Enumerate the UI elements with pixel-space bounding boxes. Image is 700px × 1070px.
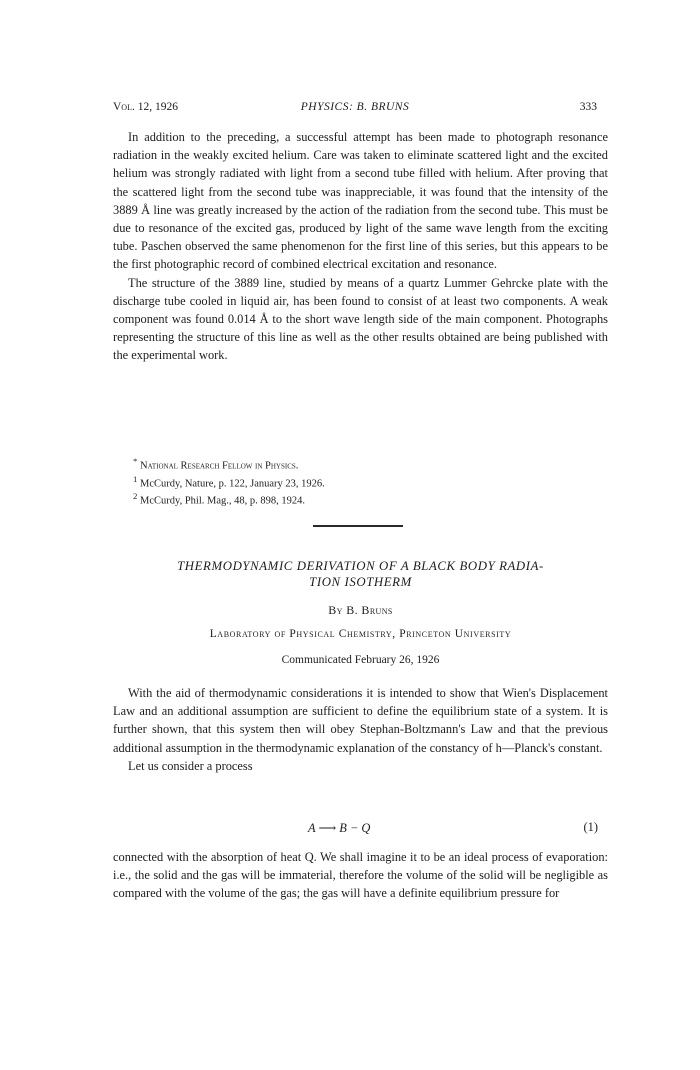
volume-year: Vol. 12, 1926 [113,101,178,113]
communicated-date: Communicated February 26, 1926 [281,654,440,666]
article-body-continued [113,848,608,903]
paragraph: Let us consider a process [128,758,253,773]
preceding-article-body [113,128,608,365]
section-divider [313,525,403,527]
running-title: PHYSICS: B. BRUNS [300,101,410,113]
equation-expression: A ⟶ B − Q [308,821,371,835]
page-number: 333 [579,101,597,113]
affiliation: Laboratory of Physical Chemistry, Princeton University [209,628,512,640]
article-body [113,684,608,775]
paragraph: The structure of the 3889 line, studied by means of a quartz Lummer Gehrcke plate with the discharge tube cooled in liquid air, has been found to consist of at least two components. A weak component was found 0.014 Å to the short wave length side of the main component. Photographs representing the structure of this line as well as the other results obtained are being published with the experimental work. [113,275,608,363]
paragraph: connected with the absorption of heat Q. We shall imagine it to be an ideal process of evaporation: i.e., the solid and the gas will be immaterial, therefore the volume of the solid will be negligible as compared with the volume of the gas; the gas will have a definite equilibrium pressure for [113,850,608,901]
paragraph: In addition to the preceding, a successful attempt has been made to photograph resonance radiation in the weakly excited helium. Care was taken to eliminate scattered light and the excited helium was strongly radiated with light from a second tube filled with helium. After proving that the scattered light from the second tube was inappreciable, it was found that the intensity of the 3889 Å line was greatly increased by the action of the radiation from the second tube. This must be due to resonance of the excited gas, produced by light of the same wave length from the exciting tube. Paschen observed the same phenomenon for the first line of this series, but this appears to be the first photographic record of combined electrical excitation and resonance. [113,130,608,272]
author-byline: By B. Bruns [328,603,393,617]
equation-number: (1) [583,820,598,834]
equation [113,820,608,838]
paragraph: With the aid of thermodynamic considerations it is intended to show that Wien's Displacement Law and an additional assumption are sufficient to define the equilibrium state of a system. It is further shown, that this system then will obey Stephan-Boltzmann's Law and that the previous additional assumption in the thermodynamic explanation of the constancy of h—Planck's constant. [113,686,608,755]
footnote: $^2$ McCurdy, Phil. Mag., 48, p. 898, 1924. [133,491,305,507]
article-title: THERMODYNAMIC DERIVATION OF A BLACK BODY RADIA- TION ISOTHERM [177,559,544,589]
footnote: * National Research Fellow in Physics. [133,456,299,472]
running-header [113,101,597,119]
footnote: $^1$ McCurdy, Nature, p. 122, January 23, 1926. [133,473,325,490]
footnotes [113,455,608,508]
